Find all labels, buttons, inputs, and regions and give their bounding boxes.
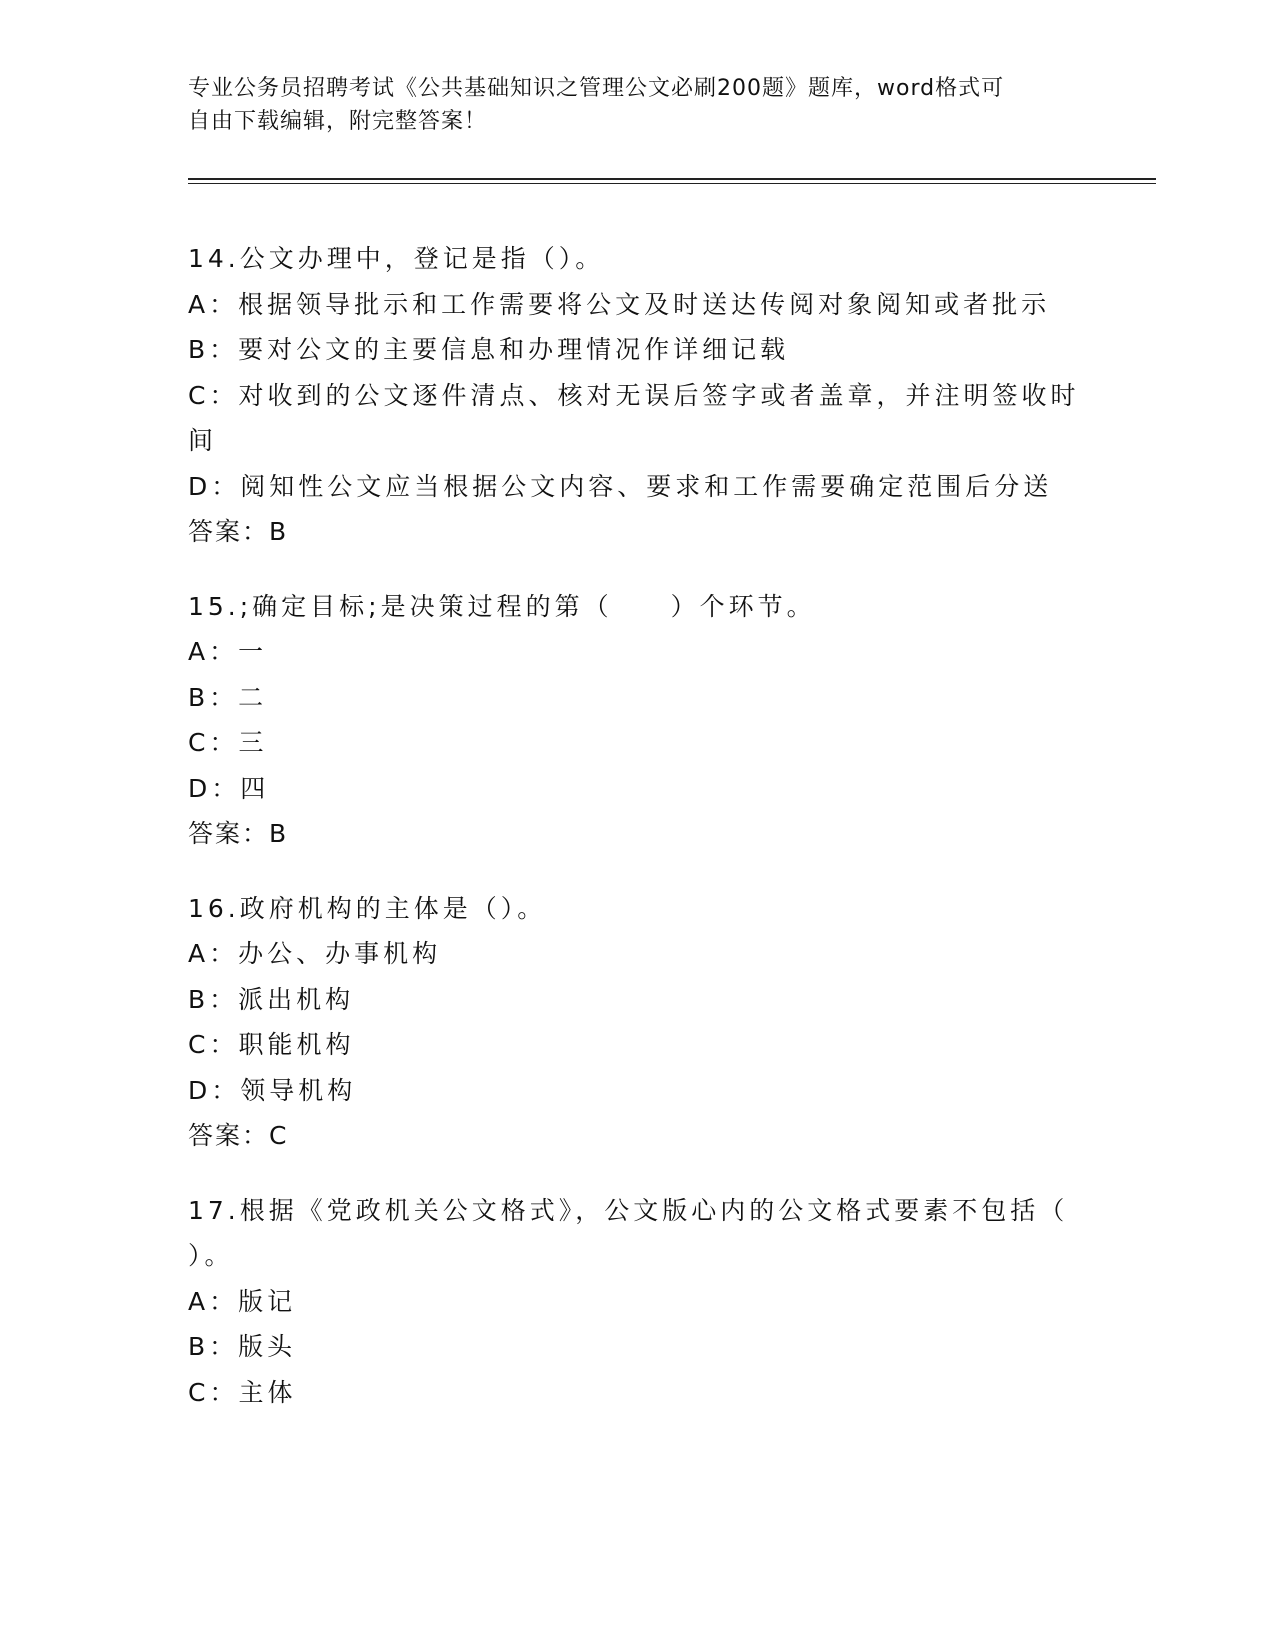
- question-15: [188, 584, 1088, 857]
- option-c: C：对收到的公文逐件清点、核对无误后签字或者盖章，并注明签收时: [188, 380, 1080, 410]
- option-d: D：四: [188, 773, 270, 803]
- option-d: D：领导机构: [188, 1075, 357, 1105]
- option-c-continued: 间: [188, 426, 218, 455]
- option-b: B：版头: [188, 1332, 297, 1361]
- answer-label: 答案：B: [188, 819, 289, 848]
- header-rule-thick: [188, 178, 1156, 180]
- option-b: B：二: [188, 682, 268, 712]
- document-header: [188, 72, 1068, 138]
- question-16: [188, 886, 1088, 1159]
- option-a: A：根据领导批示和工作需要将公文及时送达传阅对象阅知或者批示: [188, 289, 1051, 319]
- question-14: [188, 236, 1088, 555]
- header-line-1: 专业公务员招聘考试《公共基础知识之管理公文必刷200题》题库，word格式可: [188, 76, 1005, 101]
- answer-label: 答案：C: [188, 1121, 289, 1150]
- option-b: B：要对公文的主要信息和办理情况作详细记载: [188, 335, 790, 364]
- option-a: A：版记: [188, 1286, 297, 1316]
- option-a: A：一: [188, 637, 268, 666]
- question-17: [188, 1188, 1088, 1416]
- question-stem: 16.政府机构的主体是（）。: [188, 893, 547, 923]
- option-d: D：阅知性公文应当根据公文内容、要求和工作需要确定范围后分送: [188, 471, 1053, 501]
- question-stem: 14.公文办理中，登记是指（）。: [188, 244, 605, 273]
- header-rule-thin: [188, 183, 1156, 184]
- option-a: A：办公、办事机构: [188, 939, 442, 968]
- question-stem: 17.根据《党政机关公文格式》，公文版心内的公文格式要素不包括（: [188, 1195, 1069, 1225]
- option-c: C：三: [188, 728, 268, 757]
- question-stem-continued: ）。: [188, 1241, 234, 1270]
- answer-label: 答案：B: [188, 517, 289, 546]
- question-stem: 15.;确定目标;是决策过程的第（ ）个环节。: [188, 591, 816, 621]
- option-c: C：职能机构: [188, 1030, 355, 1059]
- header-line-2: 自由下载编辑，附完整答案！: [188, 109, 488, 134]
- question-list: [188, 236, 1088, 1444]
- option-c: C：主体: [188, 1377, 297, 1407]
- option-b: B：派出机构: [188, 984, 355, 1014]
